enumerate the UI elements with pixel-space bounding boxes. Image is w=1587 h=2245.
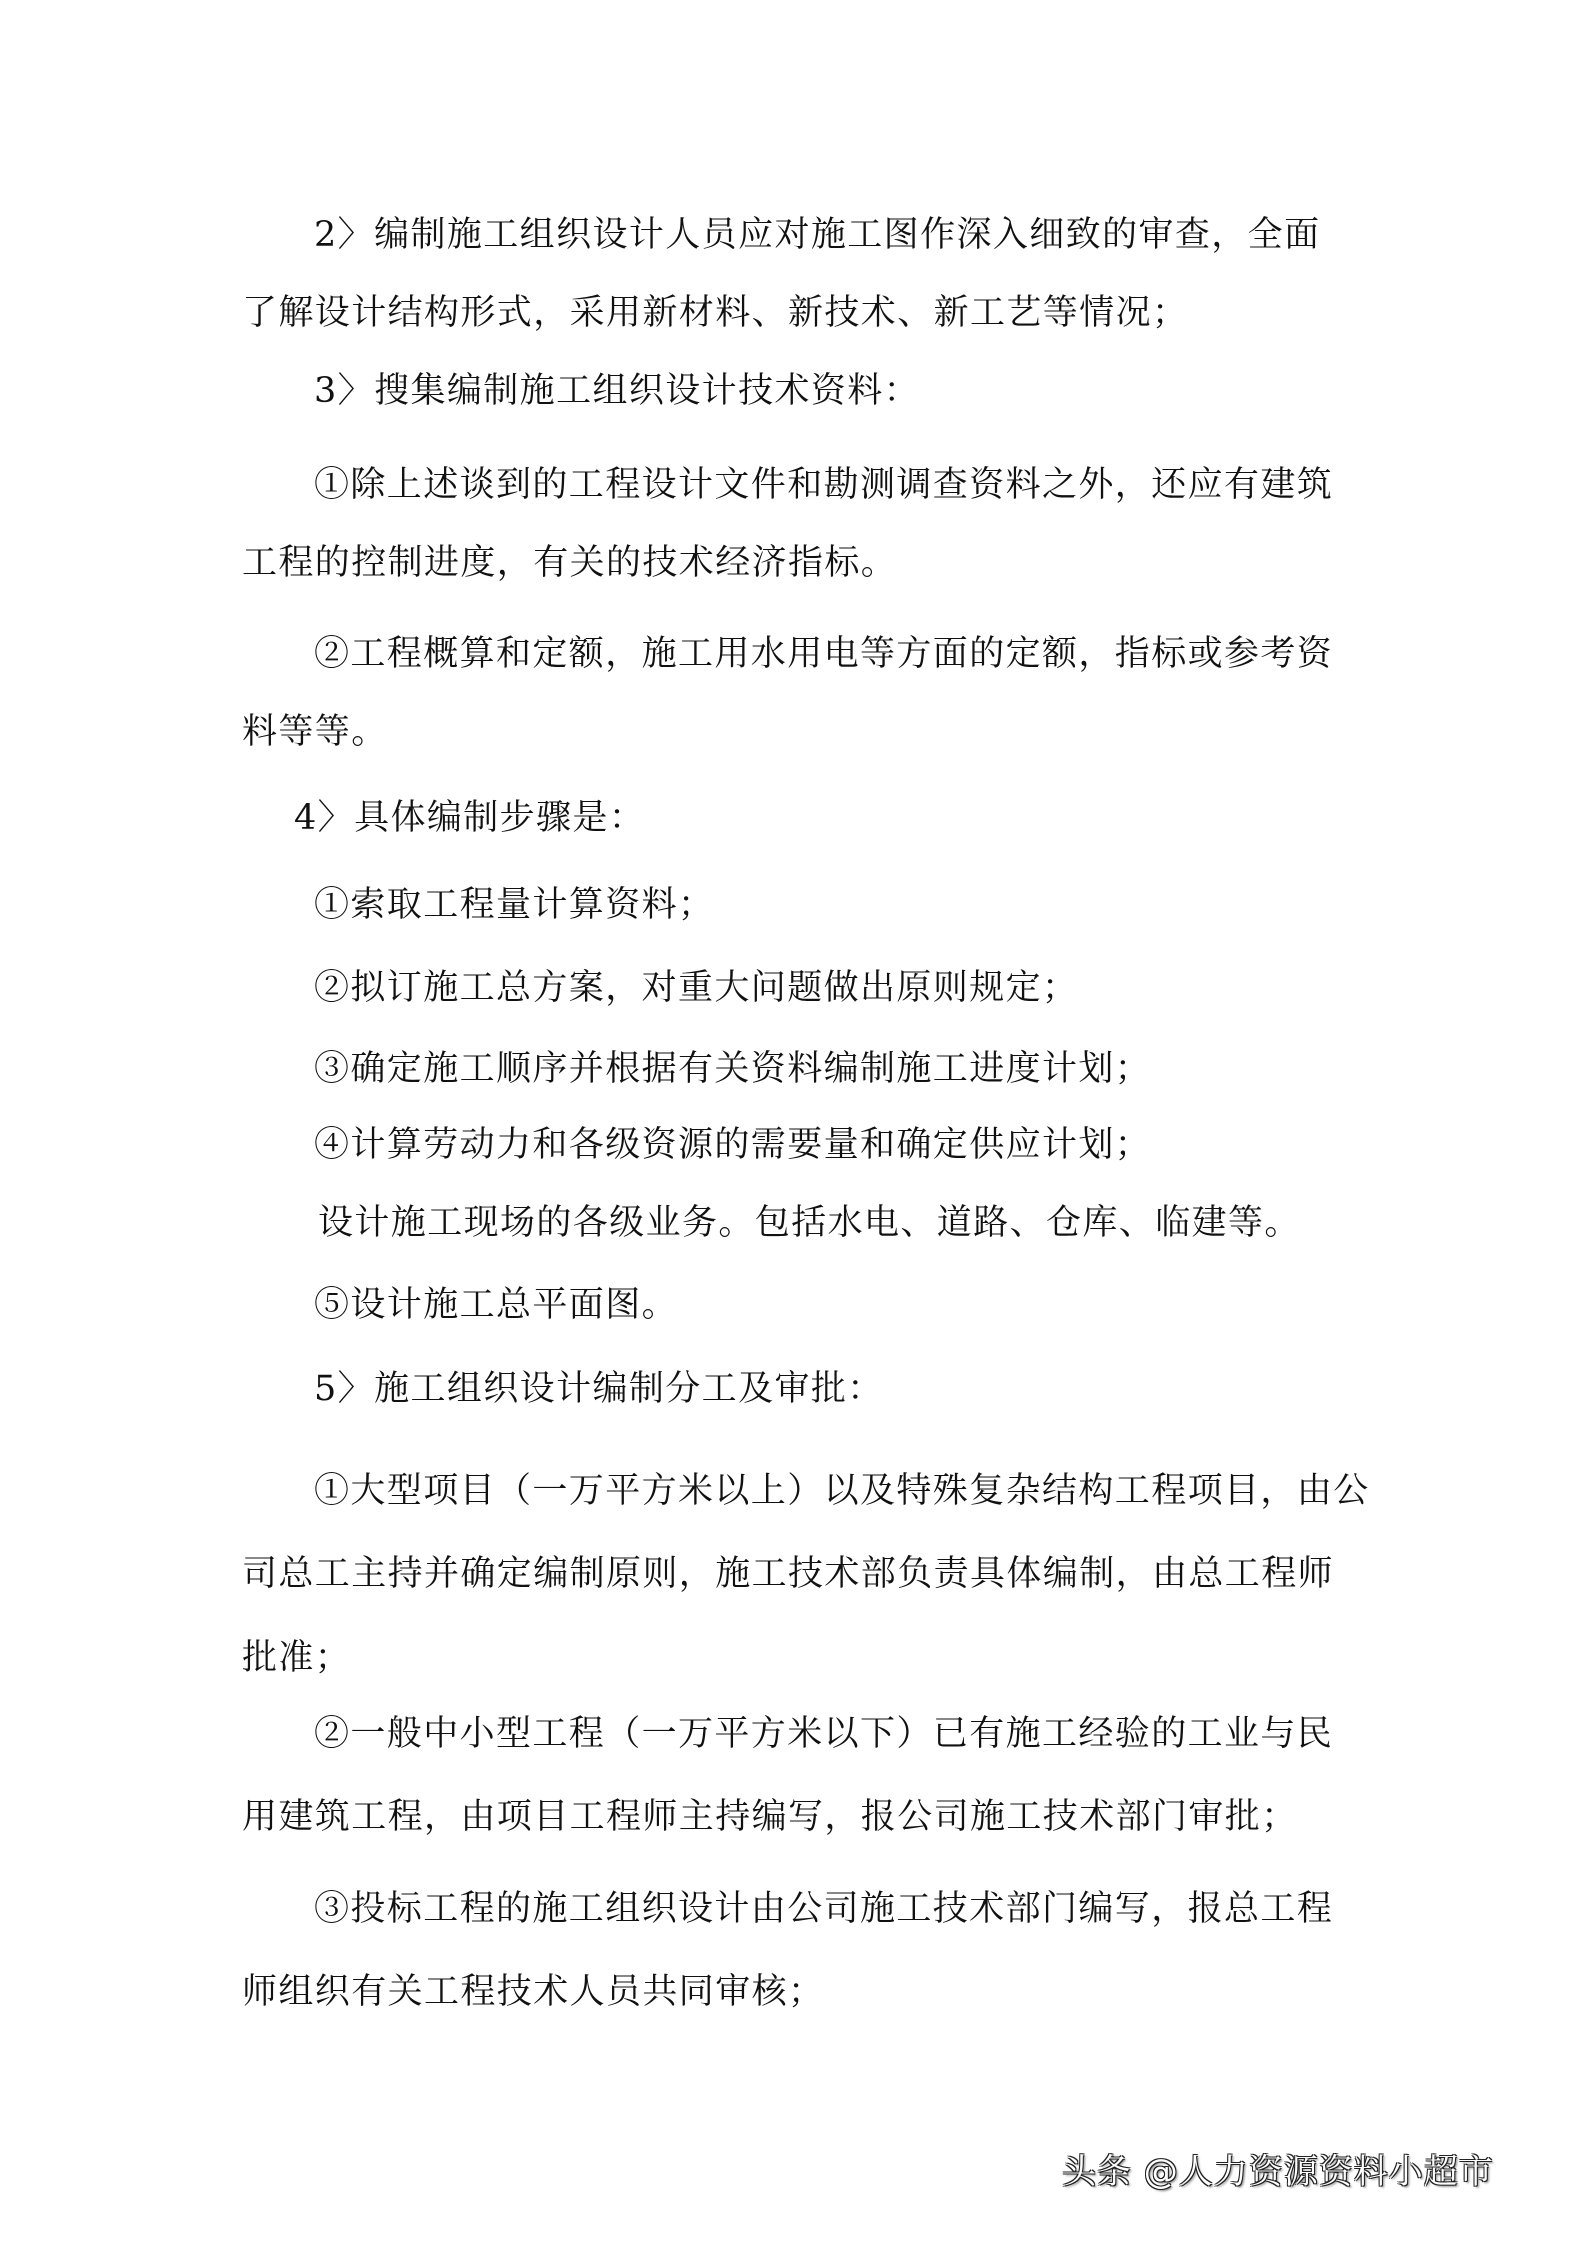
line-item-4-note: 设计施工现场的各级业务。包括水电、道路、仓库、临建等。: [318, 1203, 1301, 1243]
line-item-5-heading: 5〉施工组织设计编制分工及审批：: [314, 1369, 884, 1409]
line-item-5-sub3-continuation: 师组织有关工程技术人员共同审核；: [242, 1972, 825, 2012]
line-item-5-sub1: ①大型项目（一万平方米以上）以及特殊复杂结构工程项目，由公: [314, 1471, 1370, 1511]
line-item-3-sub1: ①除上述谈到的工程设计文件和勘测调查资料之外，还应有建筑: [314, 465, 1334, 505]
line-item-5-sub2: ②一般中小型工程（一万平方米以下）已有施工经验的工业与民: [314, 1714, 1334, 1754]
line-item-4-heading: 4〉具体编制步骤是：: [294, 798, 646, 838]
line-item-4-sub4: ④计算劳动力和各级资源的需要量和确定供应计划；: [314, 1125, 1152, 1165]
line-item-4-sub3: ③确定施工顺序并根据有关资料编制施工进度计划；: [314, 1049, 1152, 1089]
line-item-3-sub2: ②工程概算和定额，施工用水用电等方面的定额，指标或参考资: [314, 634, 1334, 674]
line-item-5-sub3: ③投标工程的施工组织设计由公司施工技术部门编写，报总工程: [314, 1889, 1334, 1929]
line-item-4-sub1: ①索取工程量计算资料；: [314, 885, 715, 925]
line-item-4-sub5: ⑤设计施工总平面图。: [314, 1285, 679, 1325]
line-item-2-continuation: 了解设计结构形式，采用新材料、新技术、新工艺等情况；: [242, 293, 1189, 333]
line-item-5-sub2-continuation: 用建筑工程，由项目工程师主持编写，报公司施工技术部门审批；: [242, 1797, 1298, 1837]
line-item-3-sub1-continuation: 工程的控制进度，有关的技术经济指标。: [242, 543, 898, 583]
line-item-3-sub2-continuation: 料等等。: [242, 712, 388, 752]
line-item-3-heading: 3〉搜集编制施工组织设计技术资料：: [314, 371, 921, 411]
line-item-5-sub1-continuation: 司总工主持并确定编制原则，施工技术部负责具体编制，由总工程师: [242, 1554, 1335, 1594]
source-watermark: 头条 @人力资源资料小超市: [1062, 2152, 1494, 2192]
line-item-2-heading: 2〉编制施工组织设计人员应对施工图作深入细致的审查，全面: [314, 215, 1321, 255]
line-item-4-sub2: ②拟订施工总方案，对重大问题做出原则规定；: [314, 968, 1079, 1008]
line-item-5-sub1-continuation-2: 批准；: [242, 1638, 352, 1678]
